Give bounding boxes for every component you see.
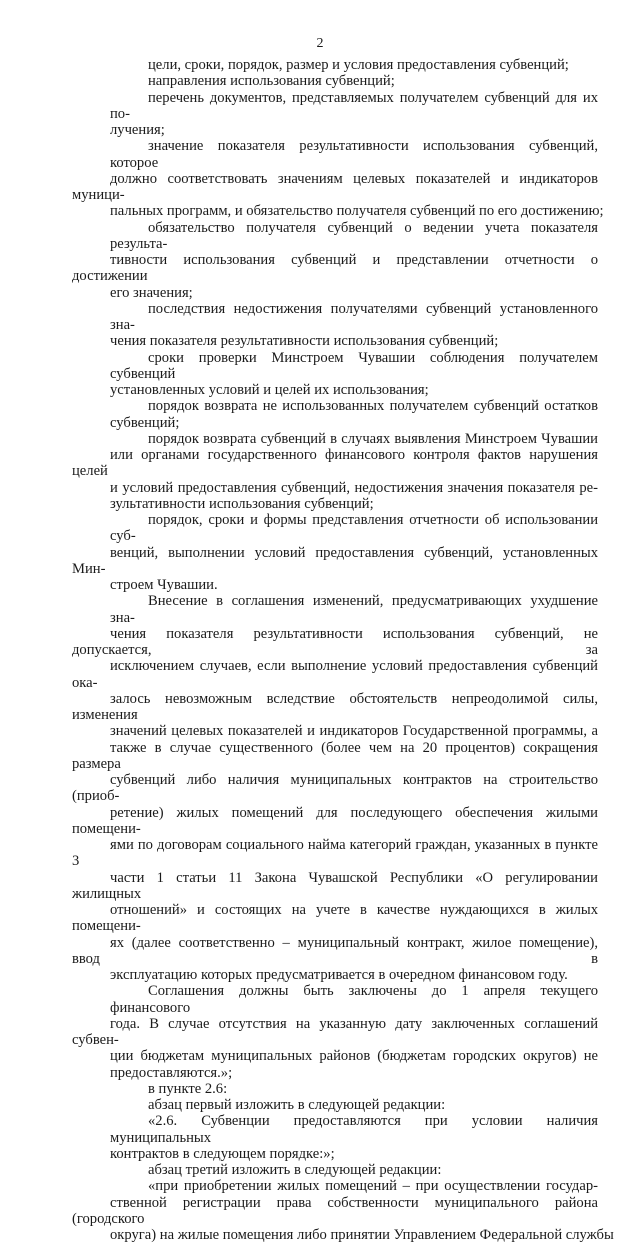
paragraph: [110, 350, 598, 399]
page-number: 2: [316, 36, 324, 51]
text-line: Внесение в соглашения изменений, предусматривающих ухудшение зна-: [110, 593, 598, 626]
text-line: ретение) жилых помещений для последующего обеспечения жилыми помещени-: [72, 804, 598, 837]
text-line: значений целевых показателей и индикаторов Государственной программы, а: [110, 723, 598, 740]
text-line: порядок, сроки и формы представления отчетности об использовании суб-: [110, 512, 598, 545]
text-line: «при приобретении жилых помещений – при осуществлении государ-: [148, 1178, 598, 1195]
paragraph: [72, 983, 598, 1081]
text-line: части 1 статьи 11 Закона Чувашской Республики «О регулировании жилищных: [72, 869, 598, 902]
paragraph: [110, 1081, 598, 1097]
text-line: порядок возврата не использованных получателем субвенций остатков: [148, 398, 598, 415]
text-line: абзац первый изложить в следующей редакции:: [148, 1097, 446, 1113]
text-line: зультативности использования субвенций;: [110, 495, 374, 512]
paragraph: [72, 512, 598, 593]
text-line: субвенций либо наличия муниципальных контрактов на строительство (приоб-: [72, 772, 598, 805]
document-body: [72, 57, 614, 1243]
text-line: порядок возврата субвенций в случаях выявления Минстроем Чувашии: [148, 430, 598, 447]
text-line: перечень документов, представляемых получателем субвенций для их по-: [110, 89, 598, 122]
paragraph: [72, 593, 598, 983]
text-line: строем Чувашии.: [110, 577, 218, 593]
paragraph: [110, 90, 598, 139]
text-line: чения показателя результативности использования субвенций;: [110, 333, 499, 350]
paragraph: [110, 398, 598, 431]
text-line: и условий предоставления субвенций, недостижения значения показателя ре-: [110, 479, 598, 496]
text-line: должно соответствовать значениям целевых показателей и индикаторов муници-: [72, 170, 598, 203]
text-line: «2.6. Субвенции предоставляются при условии наличия муниципальных: [110, 1113, 598, 1146]
paragraph: [110, 1097, 598, 1113]
paragraph: [110, 301, 598, 350]
text-line: установленных условий и целей их использования;: [110, 382, 429, 398]
text-line: пальных программ, и обязательство получателя субвенций по его достижению;: [110, 203, 604, 220]
paragraph: [72, 219, 598, 301]
text-line: чения показателя результативности использования субвенций, не допускается, за: [72, 625, 598, 658]
text-line: ции бюджетам муниципальных районов (бюджетам городских округов) не: [110, 1048, 598, 1065]
text-line: лучения;: [110, 122, 165, 138]
text-line: ях (далее соответственно – муниципальный контракт, жилое помещение), ввод в: [72, 934, 598, 967]
text-line: тивности использования субвенций и представлении отчетности о достижении: [72, 252, 598, 285]
text-line: отношений» и состоящих на учете в качестве нуждающихся в жилых помещени-: [72, 902, 598, 935]
text-line: абзац третий изложить в следующей редакции:: [148, 1162, 442, 1178]
text-line: ями по договорам социального найма категорий граждан, указанных в пункте 3: [72, 837, 598, 870]
text-line: венций, выполнении условий предоставления субвенций, установленных Мин-: [72, 544, 598, 577]
paragraph: [72, 430, 598, 512]
text-line: ственной регистрации права собственности муниципального района (городского: [72, 1194, 598, 1227]
text-line: года. В случае отсутствия на указанную дату заключенных соглашений субвен-: [72, 1015, 598, 1048]
paragraph: [72, 1178, 614, 1243]
text-line: контрактов в следующем порядке:»;: [110, 1145, 335, 1162]
text-line: сроки проверки Минстроем Чувашии соблюдения получателем субвенций: [110, 349, 598, 382]
text-line: Соглашения должны быть заключены до 1 апреля текущего финансового: [110, 983, 598, 1016]
paragraph: [110, 57, 598, 73]
text-line: значение показателя результативности использования субвенций, которое: [110, 138, 598, 171]
text-line: цели, сроки, порядок, размер и условия предоставления субвенций;: [148, 57, 569, 73]
text-line: или органами государственного финансового контроля фактов нарушения целей: [72, 447, 598, 480]
paragraph: [110, 73, 598, 89]
text-line: исключением случаев, если выполнение условий предоставления субвенций ока-: [72, 658, 598, 691]
text-line: направления использования субвенций;: [148, 73, 395, 90]
text-line: округа) на жилые помещения либо принятии Управлением Федеральной службы: [110, 1227, 614, 1243]
paragraph: [110, 1113, 598, 1162]
paragraph: [110, 1162, 598, 1178]
text-line: субвенций;: [110, 414, 180, 431]
text-line: обязательство получателя субвенций о ведении учета показателя результа-: [110, 219, 598, 252]
text-line: залось невозможным вследствие обстоятельств непреодолимой силы, изменения: [72, 690, 598, 723]
text-line: последствия недостижения получателями субвенций установленного зна-: [110, 300, 598, 333]
text-line: в пункте 2.6:: [148, 1080, 228, 1097]
text-line: также в случае существенного (более чем на 20 процентов) сокращения размера: [72, 739, 598, 772]
text-line: его значения;: [110, 284, 193, 301]
text-line: эксплуатацию которых предусматривается в очередном финансовом году.: [110, 967, 568, 983]
text-line: предоставляются.»;: [110, 1064, 233, 1081]
paragraph: [72, 138, 604, 220]
